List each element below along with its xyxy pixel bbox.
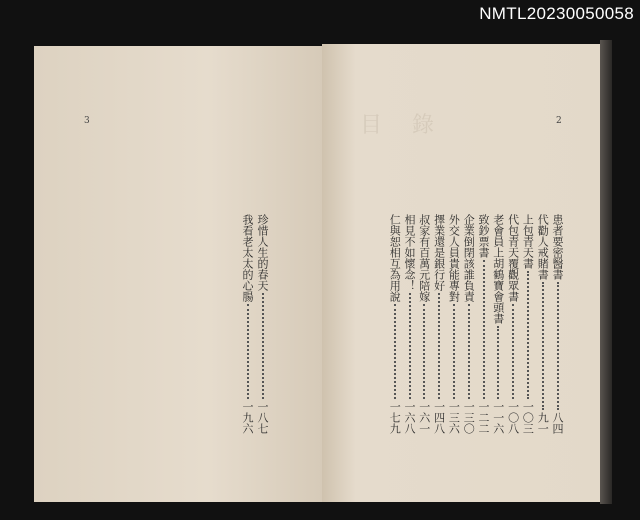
dot-leader <box>262 293 264 399</box>
entry-page: 一四八 <box>432 401 446 434</box>
entry-page: 一九六 <box>241 401 254 434</box>
dot-leader <box>542 282 544 410</box>
entry-page: 一三〇 <box>462 401 476 434</box>
dot-leader <box>247 304 249 399</box>
toc-entry <box>492 214 505 434</box>
entry-page: 一〇三 <box>521 401 535 434</box>
entry-title: 我看老太太的心腸 <box>241 214 254 302</box>
toc-entry <box>256 214 269 434</box>
entry-title: 企業倒閉該誰負責 <box>462 214 476 302</box>
entry-page: 一三六 <box>447 401 461 434</box>
entry-page: 一二二 <box>477 401 490 434</box>
entry-title: 致鈔票書 <box>477 214 490 258</box>
toc-entry <box>403 214 416 434</box>
entry-page: 一六八 <box>403 401 416 434</box>
toc-entry <box>521 214 534 434</box>
dot-leader <box>512 304 514 399</box>
left-page <box>34 46 324 502</box>
toc-entry <box>241 214 254 434</box>
toc-entry <box>551 214 564 434</box>
entry-title: 相見不如懷念！ <box>403 214 416 291</box>
entry-title: 外交人員貴能專對 <box>447 214 461 302</box>
entry-page: 一一六 <box>491 401 505 434</box>
dot-leader <box>409 293 411 399</box>
toc-entry <box>418 214 431 434</box>
dot-leader <box>557 282 559 410</box>
toc-entry <box>462 214 475 434</box>
toc-entry <box>507 214 520 434</box>
dot-leader <box>438 293 440 399</box>
dot-leader <box>394 304 396 399</box>
entry-title: 叔家有百萬元陪嫁 <box>417 214 431 302</box>
left-page-number: 3 <box>84 116 90 126</box>
entry-title: 仁與恕相互為用說 <box>388 214 402 302</box>
right-page-number: 2 <box>556 116 562 126</box>
entry-title: 患者要密醫書 <box>551 214 564 280</box>
watermark: NMTL20230050058 <box>479 4 634 23</box>
entry-title: 代包青天覆觀眾書 <box>506 214 520 302</box>
entry-page: 一八七 <box>256 401 269 434</box>
toc-heading: 目錄 <box>360 113 465 138</box>
dot-leader <box>483 260 485 399</box>
entry-page: 一六一 <box>417 401 431 434</box>
dot-leader <box>453 304 455 399</box>
dot-leader <box>423 304 425 399</box>
toc-entry <box>433 214 446 434</box>
entry-page: 八四 <box>551 412 564 434</box>
entry-title: 擇業還是銀行好 <box>432 214 446 291</box>
book-edge <box>600 40 612 504</box>
toc-entry <box>536 214 549 434</box>
entry-title: 代勸人戒賭書 <box>536 214 550 280</box>
toc-entry <box>447 214 460 434</box>
entry-page: 一七九 <box>388 401 402 434</box>
entry-title: 上包青天書 <box>521 214 535 269</box>
entry-title: 老會員上胡鶴寶會頭書 <box>491 214 505 324</box>
toc-entry <box>477 214 490 434</box>
entry-page: 一〇八 <box>506 401 520 434</box>
toc-entry <box>388 214 401 434</box>
dot-leader <box>497 326 499 399</box>
entry-page: 九一 <box>536 412 550 434</box>
dot-leader <box>468 304 470 399</box>
entry-title: 珍惜人生的春天 <box>256 214 269 291</box>
dot-leader <box>527 271 529 399</box>
